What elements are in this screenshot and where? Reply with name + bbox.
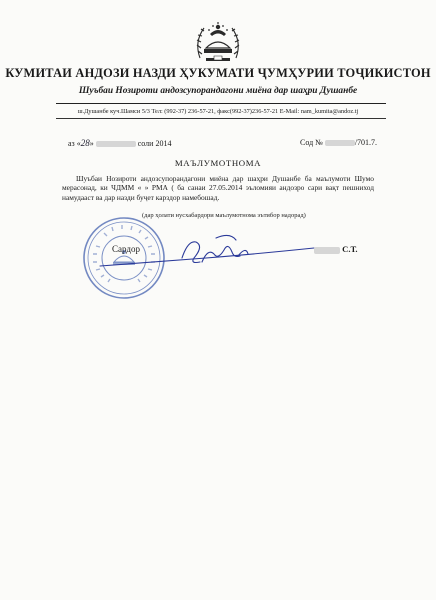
- date-prefix: аз «: [68, 139, 81, 148]
- contact-address: ш.Душанбе куч.Шамси 5/3 Тел: (992-37) 236-57-21, факс(992-37)236-57-21 E-Mail: nam_kumita@andoz.tj: [77, 108, 359, 115]
- organization-title: КУМИТАИ АНДОЗИ НАЗДИ ҲУКУМАТИ ҶУМҲУРИИ ТОҶИКИСТОН: [5, 66, 431, 80]
- date-mid: »: [89, 139, 94, 148]
- address-divider: [56, 118, 386, 119]
- ref-suffix: /701.7.: [354, 138, 378, 147]
- ref-prefix: Сод №: [300, 138, 323, 147]
- document-body: Шуъбаи Нозироти андозсупорандагони миёна дар шаҳри Душанбе ба маълумоти Шумо мерасонад, ки ЧДММ « » РМА ( ба санаи 27.05.2014 эъломияи андозро сари вақт пешниход намудааст ва дар назди буҷет карздор намебошад.: [62, 174, 374, 202]
- redaction-mark: [96, 141, 136, 147]
- header-divider: [56, 103, 386, 104]
- date-day: 28: [80, 138, 90, 148]
- reference-number: [300, 138, 377, 147]
- signatory-name: [314, 244, 358, 254]
- redaction-mark: [325, 140, 355, 146]
- signatory-title: Сардор: [112, 244, 140, 254]
- validity-note: (дар ҳолати нусхабардори маълумотнома эътибор надорад): [142, 212, 306, 219]
- redaction-mark: [314, 247, 340, 254]
- signatory-initials: С.Т.: [342, 244, 358, 254]
- date-suffix: соли 2014: [137, 139, 172, 148]
- department-subtitle: Шуъбаи Нозироти андозсупорандагони миёна дар шаҳри Душанбе: [78, 86, 358, 96]
- document-title: МАЪЛУМОТНОМА: [174, 158, 262, 168]
- tajikistan-emblem-icon: [190, 18, 246, 66]
- document-date: [68, 138, 171, 148]
